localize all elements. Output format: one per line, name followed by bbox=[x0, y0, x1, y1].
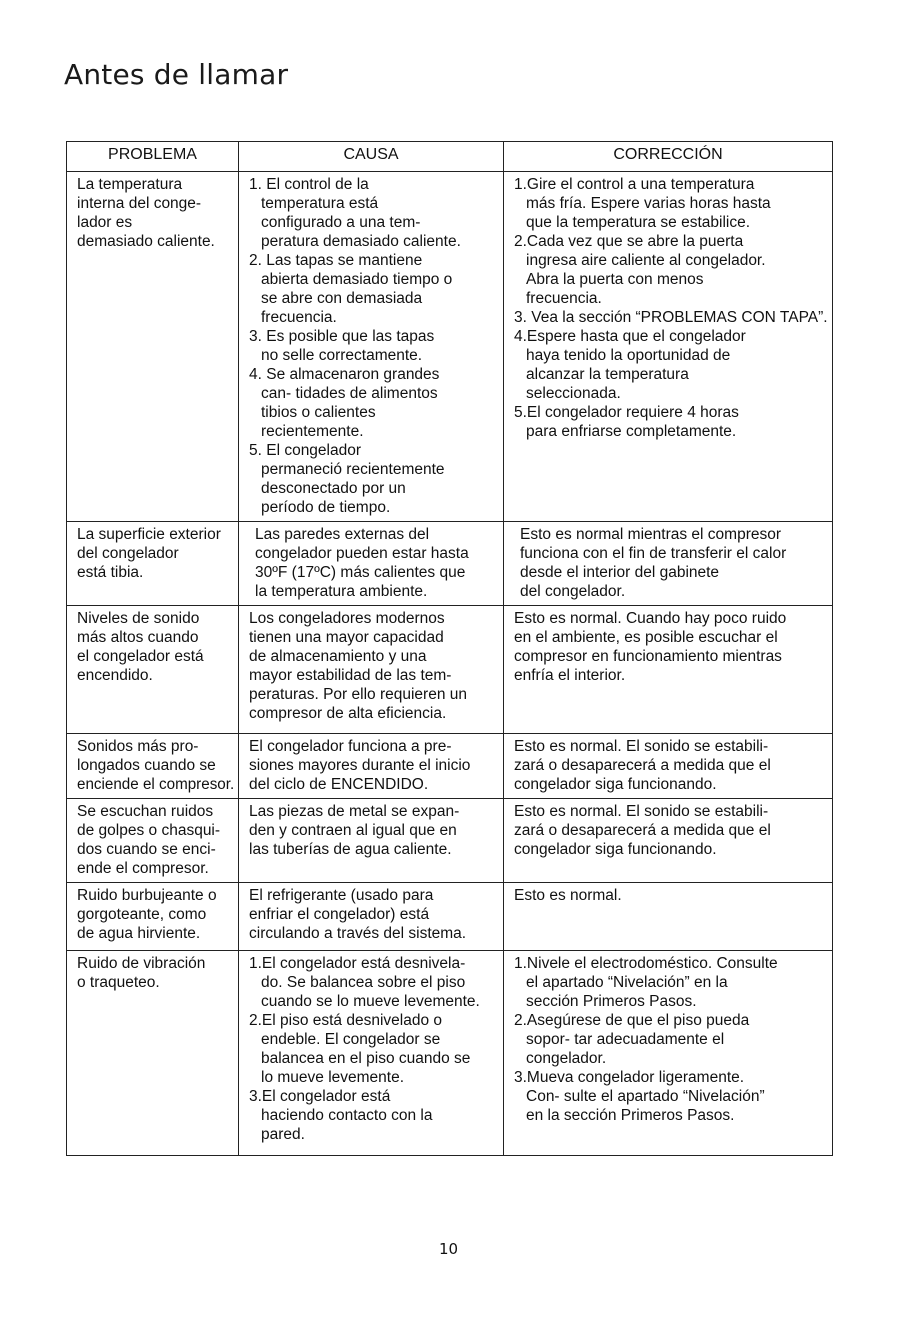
cause-text-line: can- tidades de alimentos bbox=[261, 385, 438, 402]
problem-cell bbox=[67, 522, 239, 606]
cause-text-line: abierta demasiado tiempo o bbox=[261, 271, 453, 288]
cause-text-line: configurado a una tem- bbox=[261, 214, 421, 231]
table-row bbox=[67, 799, 833, 883]
cause-text-line: 4. Se almacenaron grandes bbox=[249, 366, 440, 383]
problem-cell bbox=[67, 799, 239, 883]
correction-text-line: Esto es normal. Cuando hay poco ruido bbox=[514, 610, 787, 627]
problem-cell bbox=[67, 172, 239, 522]
cause-text-line: cuando se lo mueve levemente. bbox=[261, 993, 480, 1010]
cause-cell bbox=[239, 951, 504, 1156]
correction-text-line: 3.Mueva congelador ligeramente. bbox=[514, 1069, 745, 1086]
table-row bbox=[67, 606, 833, 734]
cause-text-line: El refrigerante (usado para bbox=[249, 887, 434, 904]
correction-text-line: Abra la puerta con menos bbox=[526, 271, 704, 288]
correction-text-line: 2.Asegúrese de que el piso pueda bbox=[514, 1012, 750, 1029]
cause-text-line: período de tiempo. bbox=[261, 499, 391, 516]
cause-text-line: del ciclo de ENCENDIDO. bbox=[249, 776, 429, 793]
cause-text-line: peratura demasiado caliente. bbox=[261, 233, 461, 250]
cause-text-line: El congelador funciona a pre- bbox=[249, 738, 452, 755]
correction-text-line: Esto es normal. El sonido se estabili- bbox=[514, 803, 769, 820]
correction-text-line: sección Primeros Pasos. bbox=[526, 993, 697, 1010]
problem-text-line: Ruido de vibración bbox=[77, 955, 206, 972]
problem-text-line: Ruido burbujeante o bbox=[77, 887, 217, 904]
correction-cell bbox=[504, 951, 833, 1156]
correction-text-line: congelador siga funcionando. bbox=[514, 776, 717, 793]
problem-cell bbox=[67, 883, 239, 951]
problem-text-line: demasiado caliente. bbox=[77, 233, 215, 250]
problem-text-line: del congelador bbox=[77, 545, 179, 562]
correction-text-line: zará o desaparecerá a medida que el bbox=[514, 757, 771, 774]
correction-text-line: 1.Gire el control a una temperatura bbox=[514, 176, 755, 193]
cause-text-line: de almacenamiento y una bbox=[249, 648, 427, 665]
cause-text-line: 2.El piso está desnivelado o bbox=[249, 1012, 443, 1029]
problem-text-line: La temperatura bbox=[77, 176, 183, 193]
problem-text-line: longados cuando se bbox=[77, 757, 216, 774]
correction-text-line: en el ambiente, es posible escuchar el bbox=[514, 629, 778, 646]
correction-cell bbox=[504, 606, 833, 734]
correction-text-line: congelador. bbox=[526, 1050, 607, 1067]
problem-text-line: Se escuchan ruidos bbox=[77, 803, 214, 820]
cause-text-line: peraturas. Por ello requieren un bbox=[249, 686, 467, 703]
cause-text-line: endeble. El congelador se bbox=[261, 1031, 441, 1048]
table-row bbox=[67, 883, 833, 951]
correction-text-line: el apartado “Nivelación” en la bbox=[526, 974, 728, 991]
cause-text-line: la temperatura ambiente. bbox=[255, 583, 428, 600]
cause-text-line: congelador pueden estar hasta bbox=[255, 545, 469, 562]
correction-text-line: compresor en funcionamiento mientras bbox=[514, 648, 782, 665]
cause-cell bbox=[239, 799, 504, 883]
problem-text-line: está tibia. bbox=[77, 564, 144, 581]
correction-text-line: seleccionada. bbox=[526, 385, 621, 402]
cause-text-line: 5. El congelador bbox=[249, 442, 362, 459]
correction-text-line: 2.Cada vez que se abre la puerta bbox=[514, 233, 744, 250]
correction-text-line: sopor- tar adecuadamente el bbox=[526, 1031, 725, 1048]
problem-cell bbox=[67, 734, 239, 799]
correction-text-line: Esto es normal mientras el compresor bbox=[520, 526, 782, 543]
cause-cell bbox=[239, 883, 504, 951]
correction-text-line: haya tenido la oportunidad de bbox=[526, 347, 731, 364]
correction-text-line: ingresa aire caliente al congelador. bbox=[526, 252, 766, 269]
problem-text-line: lador es bbox=[77, 214, 133, 231]
table-header-row bbox=[67, 142, 833, 172]
table-row bbox=[67, 172, 833, 522]
page-title: Antes de llamar bbox=[64, 58, 289, 91]
cause-text-line: no selle correctamente. bbox=[261, 347, 423, 364]
problem-text-line: encendido. bbox=[77, 667, 153, 684]
cause-text-line: do. Se balancea sobre el piso bbox=[261, 974, 466, 991]
cause-text-line: 30ºF (17ºC) más calientes que bbox=[255, 564, 466, 581]
correction-text-line: 4.Espere hasta que el congelador bbox=[514, 328, 746, 345]
cause-text-line: Las paredes externas del bbox=[255, 526, 430, 543]
problem-text-line: gorgoteante, como bbox=[77, 906, 207, 923]
cause-text-line: compresor de alta eficiencia. bbox=[249, 705, 447, 722]
correction-text-line: congelador siga funcionando. bbox=[514, 841, 717, 858]
cause-text-line: 3. Es posible que las tapas bbox=[249, 328, 435, 345]
correction-text-line: 3. Vea la sección “PROBLEMAS CON TAPA”. bbox=[514, 309, 828, 326]
problem-text-line: o traqueteo. bbox=[77, 974, 160, 991]
cause-cell bbox=[239, 734, 504, 799]
problem-text-line: interna del conge- bbox=[77, 195, 202, 212]
correction-text-line: Esto es normal. bbox=[514, 887, 622, 904]
problem-text-line: de golpes o chasqui- bbox=[77, 822, 221, 839]
cause-text-line: tienen una mayor capacidad bbox=[249, 629, 444, 646]
correction-text-line: 1.Nivele el electrodoméstico. Consulte bbox=[514, 955, 778, 972]
correction-text-line: frecuencia. bbox=[526, 290, 602, 307]
cause-text-line: pared. bbox=[261, 1126, 305, 1143]
table-row bbox=[67, 734, 833, 799]
cause-cell bbox=[239, 172, 504, 522]
cause-text-line: den y contraen al igual que en bbox=[249, 822, 457, 839]
cause-text-line: haciendo contacto con la bbox=[261, 1107, 433, 1124]
cause-text-line: 1.El congelador está desnivela- bbox=[249, 955, 466, 972]
correction-cell bbox=[504, 734, 833, 799]
header-cause: CAUSA bbox=[239, 142, 504, 172]
cause-text-line: 3.El congelador está bbox=[249, 1088, 391, 1105]
header-correction: CORRECCIÓN bbox=[504, 142, 833, 172]
cause-text-line: se abre con demasiada bbox=[261, 290, 423, 307]
correction-cell bbox=[504, 799, 833, 883]
correction-text-line: zará o desaparecerá a medida que el bbox=[514, 822, 771, 839]
cause-text-line: Las piezas de metal se expan- bbox=[249, 803, 460, 820]
problem-text-line: de agua hirviente. bbox=[77, 925, 201, 942]
correction-text-line: para enfriarse completamente. bbox=[526, 423, 737, 440]
cause-text-line: Los congeladores modernos bbox=[249, 610, 445, 627]
correction-cell bbox=[504, 522, 833, 606]
correction-text-line: enfría el interior. bbox=[514, 667, 626, 684]
problem-text-line: el congelador está bbox=[77, 648, 204, 665]
correction-text-line: del congelador. bbox=[520, 583, 626, 600]
cause-text-line: circulando a través del sistema. bbox=[249, 925, 467, 942]
correction-text-line: más fría. Espere varias horas hasta bbox=[526, 195, 771, 212]
correction-text-line: en la sección Primeros Pasos. bbox=[526, 1107, 735, 1124]
table-row bbox=[67, 951, 833, 1156]
cause-text-line: recientemente. bbox=[261, 423, 364, 440]
problem-text-line: Sonidos más pro- bbox=[77, 738, 199, 755]
problem-text-line: enciende el compresor. bbox=[77, 776, 235, 793]
correction-text-line: que la temperatura se estabilice. bbox=[526, 214, 751, 231]
problem-text-line: más altos cuando bbox=[77, 629, 199, 646]
cause-text-line: siones mayores durante el inicio bbox=[249, 757, 471, 774]
table-row bbox=[67, 522, 833, 606]
cause-text-line: balancea en el piso cuando se bbox=[261, 1050, 471, 1067]
problem-text-line: ende el compresor. bbox=[77, 860, 209, 877]
page-number: 10 bbox=[438, 1240, 459, 1258]
table-body bbox=[67, 172, 833, 1156]
troubleshooting-table bbox=[66, 141, 833, 1156]
correction-text-line: alcanzar la temperatura bbox=[526, 366, 689, 383]
correction-cell bbox=[504, 172, 833, 522]
cause-text-line: frecuencia. bbox=[261, 309, 337, 326]
correction-cell bbox=[504, 883, 833, 951]
correction-text-line: desde el interior del gabinete bbox=[520, 564, 720, 581]
problem-cell bbox=[67, 606, 239, 734]
problem-cell bbox=[67, 951, 239, 1156]
cause-cell bbox=[239, 522, 504, 606]
cause-text-line: 2. Las tapas se mantiene bbox=[249, 252, 423, 269]
cause-text-line: permaneció recientemente bbox=[261, 461, 445, 478]
header-problem: PROBLEMA bbox=[67, 142, 239, 172]
cause-text-line: desconectado por un bbox=[261, 480, 406, 497]
cause-text-line: temperatura está bbox=[261, 195, 379, 212]
correction-text-line: 5.El congelador requiere 4 horas bbox=[514, 404, 739, 421]
problem-text-line: La superficie exterior bbox=[77, 526, 221, 543]
correction-text-line: funciona con el fin de transferir el calor bbox=[520, 545, 787, 562]
correction-text-line: Esto es normal. El sonido se estabili- bbox=[514, 738, 769, 755]
cause-text-line: lo mueve levemente. bbox=[261, 1069, 405, 1086]
cause-text-line: enfriar el congelador) está bbox=[249, 906, 430, 923]
cause-text-line: las tuberías de agua caliente. bbox=[249, 841, 452, 858]
correction-text-line: Con- sulte el apartado “Nivelación” bbox=[526, 1088, 765, 1105]
problem-text-line: dos cuando se enci- bbox=[77, 841, 216, 858]
problem-text-line: Niveles de sonido bbox=[77, 610, 200, 627]
cause-text-line: tibios o calientes bbox=[261, 404, 376, 421]
cause-cell bbox=[239, 606, 504, 734]
cause-text-line: 1. El control de la bbox=[249, 176, 369, 193]
cause-text-line: mayor estabilidad de las tem- bbox=[249, 667, 452, 684]
